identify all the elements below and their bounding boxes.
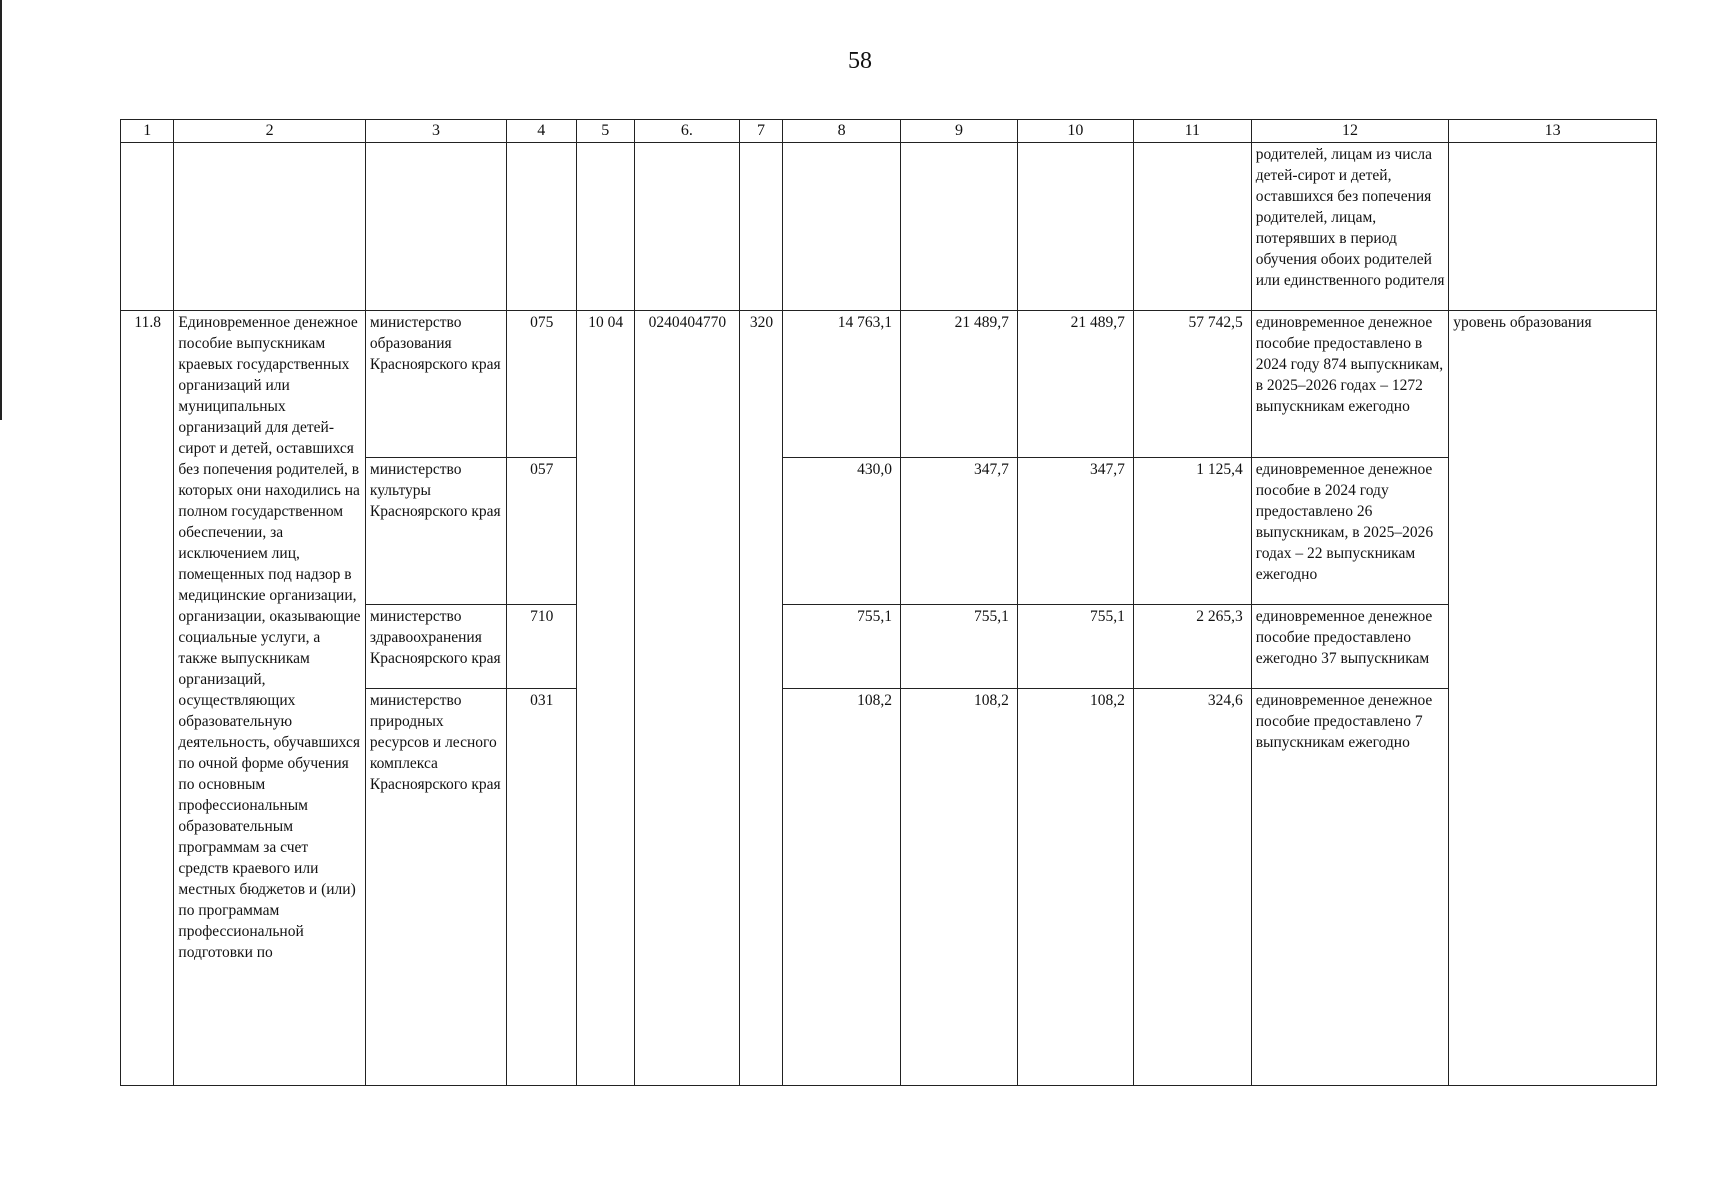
cell-empty [576, 143, 634, 311]
amount-2025: 347,7 [901, 458, 1018, 605]
amount-2024: 430,0 [783, 458, 901, 605]
cell-empty [1133, 143, 1251, 311]
item-number: 11.8 [121, 311, 174, 1086]
expected-result: единовременное денежное пособие в 2024 году предоставлено 26 выпускникам, в 2025–2026 годах – 22 выпускникам ежегодно [1251, 458, 1449, 605]
col-header-8: 8 [783, 120, 901, 143]
col-header-9: 9 [901, 120, 1018, 143]
col-header-13: 13 [1449, 120, 1657, 143]
col-header-1: 1 [121, 120, 174, 143]
col-header-11: 11 [1133, 120, 1251, 143]
section-code: 10 04 [576, 311, 634, 1086]
ministry-name: министерство здравоохранения Красноярского края [365, 605, 506, 689]
continuation-result-text: родителей, лицам из числа детей-сирот и детей, оставшихся без попечения родителей, лицам, потерявших в период обучения обоих родителей или единственного родителя [1251, 143, 1449, 311]
amount-2025: 755,1 [901, 605, 1018, 689]
ministry-name: министерство природных ресурсов и лесного комплекса Красноярского края [365, 689, 506, 1086]
col-header-12: 12 [1251, 120, 1449, 143]
amount-total: 324,6 [1133, 689, 1251, 1086]
amount-2025: 108,2 [901, 689, 1018, 1086]
expense-type: 320 [739, 311, 782, 1086]
expected-result: единовременное денежное пособие предоставлено ежегодно 37 выпускникам [1251, 605, 1449, 689]
column-number-row [121, 120, 1657, 143]
amount-total: 57 742,5 [1133, 311, 1251, 458]
ministry-name: министерство образования Красноярского края [365, 311, 506, 458]
item-name: Единовременное денежное пособие выпускникам краевых государственных организаций или муниципальных организаций для детей-сирот и детей, оставшихся без попечения родителей, в которых они находились на полном государственном обеспечении, за исключением лиц, помещенных под надзор в медицинские организации, организации, оказывающие социальные услуги, а также выпускникам организаций, осуществляющих образовательную деятельность, обучавшихся по очной форме обучения по основным профессиональным образовательным программам за счет средств краевого или местных бюджетов и (или) по программам профессиональной подготовки по [174, 311, 365, 1086]
amount-2026: 108,2 [1017, 689, 1133, 1086]
target-code: 0240404770 [634, 311, 739, 1086]
cell-empty [739, 143, 782, 311]
amount-2024: 14 763,1 [783, 311, 901, 458]
amount-2025: 21 489,7 [901, 311, 1018, 458]
cell-empty [365, 143, 506, 311]
amount-total: 2 265,3 [1133, 605, 1251, 689]
ministry-code: 075 [506, 311, 576, 458]
col-header-6: 6. [634, 120, 739, 143]
col-header-4: 4 [506, 120, 576, 143]
col-header-2: 2 [174, 120, 365, 143]
amount-2026: 21 489,7 [1017, 311, 1133, 458]
col-header-5: 5 [576, 120, 634, 143]
cell-empty [121, 143, 174, 311]
col-header-7: 7 [739, 120, 782, 143]
cell-empty [506, 143, 576, 311]
amount-2024: 108,2 [783, 689, 901, 1086]
cell-empty [634, 143, 739, 311]
col-header-3: 3 [365, 120, 506, 143]
cell-empty [1017, 143, 1133, 311]
amount-total: 1 125,4 [1133, 458, 1251, 605]
cell-empty [901, 143, 1018, 311]
item-row-1 [121, 311, 1657, 458]
expected-result: единовременное денежное пособие предоставлено 7 выпускникам ежегодно [1251, 689, 1449, 1086]
amount-2026: 347,7 [1017, 458, 1133, 605]
cell-empty [174, 143, 365, 311]
cell-empty [783, 143, 901, 311]
col-header-10: 10 [1017, 120, 1133, 143]
continuation-row [121, 143, 1657, 311]
ministry-code: 057 [506, 458, 576, 605]
expected-result: единовременное денежное пособие предоставлено в 2024 году 874 выпускникам, в 2025–2026 годах – 1272 выпускникам ежегодно [1251, 311, 1449, 458]
ministry-code: 031 [506, 689, 576, 1086]
cell-empty [1449, 143, 1657, 311]
budget-table [120, 119, 1657, 1086]
page-number: 58 [848, 48, 872, 74]
amount-2026: 755,1 [1017, 605, 1133, 689]
ministry-name: министерство культуры Красноярского края [365, 458, 506, 605]
indicator: уровень образования [1449, 311, 1657, 1086]
ministry-code: 710 [506, 605, 576, 689]
amount-2024: 755,1 [783, 605, 901, 689]
